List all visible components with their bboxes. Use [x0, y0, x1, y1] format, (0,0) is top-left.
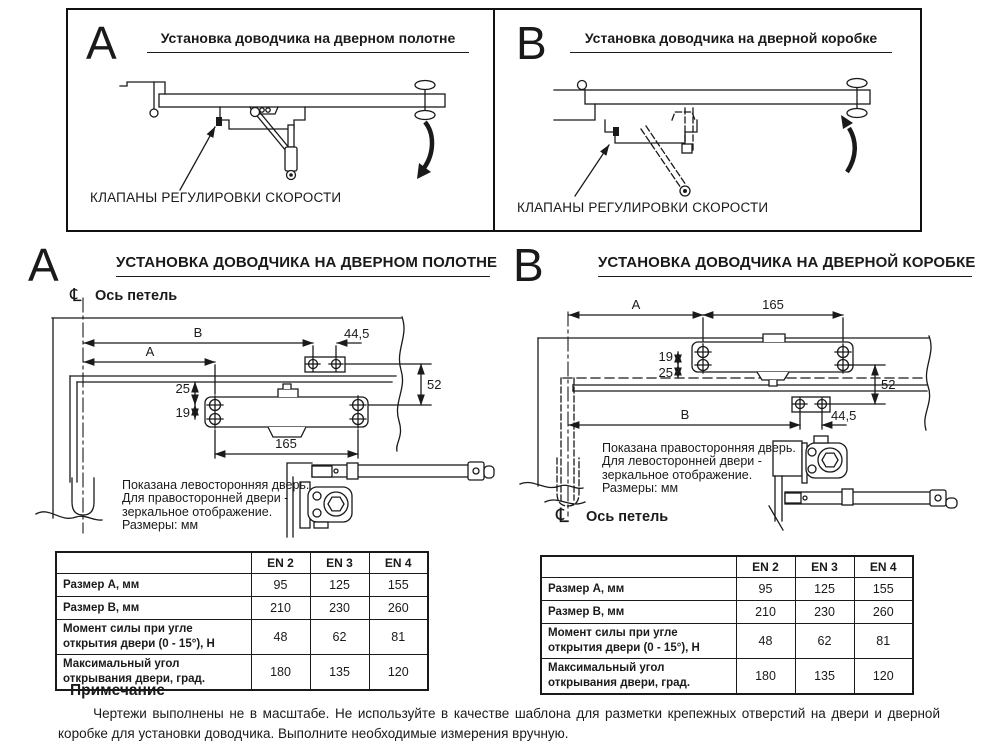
- pointer-arrow-b: [575, 145, 609, 196]
- svg-text:52: 52: [881, 377, 896, 392]
- svg-text:A: A: [631, 297, 641, 312]
- break-line-right-a: [397, 317, 404, 451]
- section-b-title: УСТАНОВКА ДОВОДЧИКА НА ДВЕРНОЙ КОРОБКЕ: [598, 254, 972, 277]
- dimension-a-b: [569, 297, 703, 315]
- col-header: EN 3: [795, 556, 854, 578]
- dimension-445-a: [336, 326, 369, 357]
- table-row: Размер В, мм 210 230 260: [56, 597, 428, 620]
- table-row: Размер А, мм 95 125 155: [56, 574, 428, 597]
- col-header: EN 2: [251, 552, 310, 574]
- closer-body-a: [205, 384, 368, 437]
- panel-a-title: Установка доводчика на дверном полотне: [147, 30, 469, 53]
- footnote-text: Чертежи выполнены не в масштабе. Не используйте в качестве шаблона для разметки крепежных отверстий на двери и дверной коробке для установки доводчика. Выполните необходимые измерения вручную.: [58, 706, 940, 742]
- section-b-letter: B: [513, 239, 544, 291]
- svg-text:165: 165: [275, 436, 297, 451]
- arm-bracket-b: [792, 397, 830, 429]
- panel-a-caption: КЛАПАНЫ РЕГУЛИРОВКИ СКОРОСТИ: [90, 190, 342, 205]
- hinge-axis-label-a: Ось петель: [95, 288, 178, 304]
- section-a-letter: A: [28, 239, 59, 291]
- break-line-right-b: [925, 336, 931, 430]
- col-header: EN 4: [854, 556, 913, 578]
- col-header: EN 4: [369, 552, 428, 574]
- door-bar-b: [554, 79, 870, 121]
- arm-bracket-a: [305, 357, 345, 372]
- valve-mark-b: [613, 127, 619, 136]
- panel-a-letter: A: [86, 17, 117, 69]
- section-a-title: УСТАНОВКА ДОВОДЧИКА НА ДВЕРНОМ ПОЛОТНЕ: [116, 254, 490, 277]
- table-row: Максимальный угол открывания двери, град. 180 135 120: [56, 655, 428, 691]
- valve-mark-a: [216, 117, 222, 126]
- svg-text:44,5: 44,5: [831, 408, 857, 423]
- svg-text:19: 19: [658, 349, 673, 364]
- svg-text:B: B: [680, 407, 690, 422]
- panel-b-title: Установка доводчика на дверной коробке: [570, 30, 892, 53]
- close-direction-arrow-a: [417, 122, 432, 179]
- dimension-b-b: [569, 407, 800, 425]
- footnote-heading: Примечание: [70, 682, 165, 699]
- svg-text:52: 52: [427, 377, 442, 392]
- svg-text:25: 25: [175, 381, 190, 396]
- closer-side-view-a: [287, 462, 494, 537]
- hinge-axis-label-b: Ось петель: [586, 509, 669, 525]
- svg-text:165: 165: [762, 297, 784, 312]
- spec-table-left: [55, 551, 429, 691]
- table-corner-cell: [56, 552, 251, 574]
- top-panel-a: [68, 10, 493, 230]
- section-b-drawing: [505, 290, 994, 546]
- mirror-note-b: Показана правосторонняя дверь. Для левосторонней двери - зеркальное отображение. Размеры: мм: [602, 441, 796, 496]
- table-row: Момент силы при угле открытия двери (0 - 15°), Н 48 62 81: [56, 620, 428, 655]
- table-corner-cell: [541, 556, 736, 578]
- svg-text:25: 25: [658, 365, 673, 380]
- svg-text:B: B: [193, 325, 203, 340]
- closer-mechanism-b: [605, 108, 697, 196]
- dimension-b-a: [84, 325, 313, 358]
- svg-text:A: A: [145, 344, 155, 359]
- dimension-25-19-a: [176, 381, 195, 420]
- spec-table-right: [540, 555, 914, 695]
- closer-mechanism-a: [216, 107, 305, 180]
- mirror-note-a: Показана левосторонняя дверь. Для правосторонней двери - зеркальное отображение. Размеры: мм: [122, 478, 310, 533]
- table-row: Размер А, мм 95 125 155: [541, 578, 913, 601]
- dimension-19-25-b: [659, 349, 678, 380]
- door-bar-a: [120, 81, 445, 120]
- table-row: Момент силы при угле открытия двери (0 - 15°), Н 48 62 81: [541, 624, 913, 659]
- break-line-bottom-a: [36, 512, 102, 520]
- pointer-arrow-a: [180, 127, 215, 190]
- closer-side-view-b: [769, 436, 957, 530]
- panel-b-letter: B: [516, 17, 547, 69]
- close-direction-arrow-b: [841, 115, 855, 172]
- svg-text:19: 19: [175, 405, 190, 420]
- panel-b-caption: КЛАПАНЫ РЕГУЛИРОВКИ СКОРОСТИ: [517, 200, 769, 215]
- panel-b-drawing: [495, 10, 920, 228]
- col-header: EN 2: [736, 556, 795, 578]
- centerline-symbol-b: ℄: [556, 505, 569, 527]
- break-line-pin-b: [545, 500, 585, 504]
- svg-text:44,5: 44,5: [344, 326, 370, 341]
- table-row: Размер В, мм 210 230 260: [541, 601, 913, 624]
- top-panel-b: [493, 10, 920, 230]
- table-row: Максимальный угол открывания двери, град. 180 135 120: [541, 659, 913, 695]
- top-panels-box: [66, 8, 922, 232]
- col-header: EN 3: [310, 552, 369, 574]
- centerline-symbol-a: ℄: [70, 285, 82, 305]
